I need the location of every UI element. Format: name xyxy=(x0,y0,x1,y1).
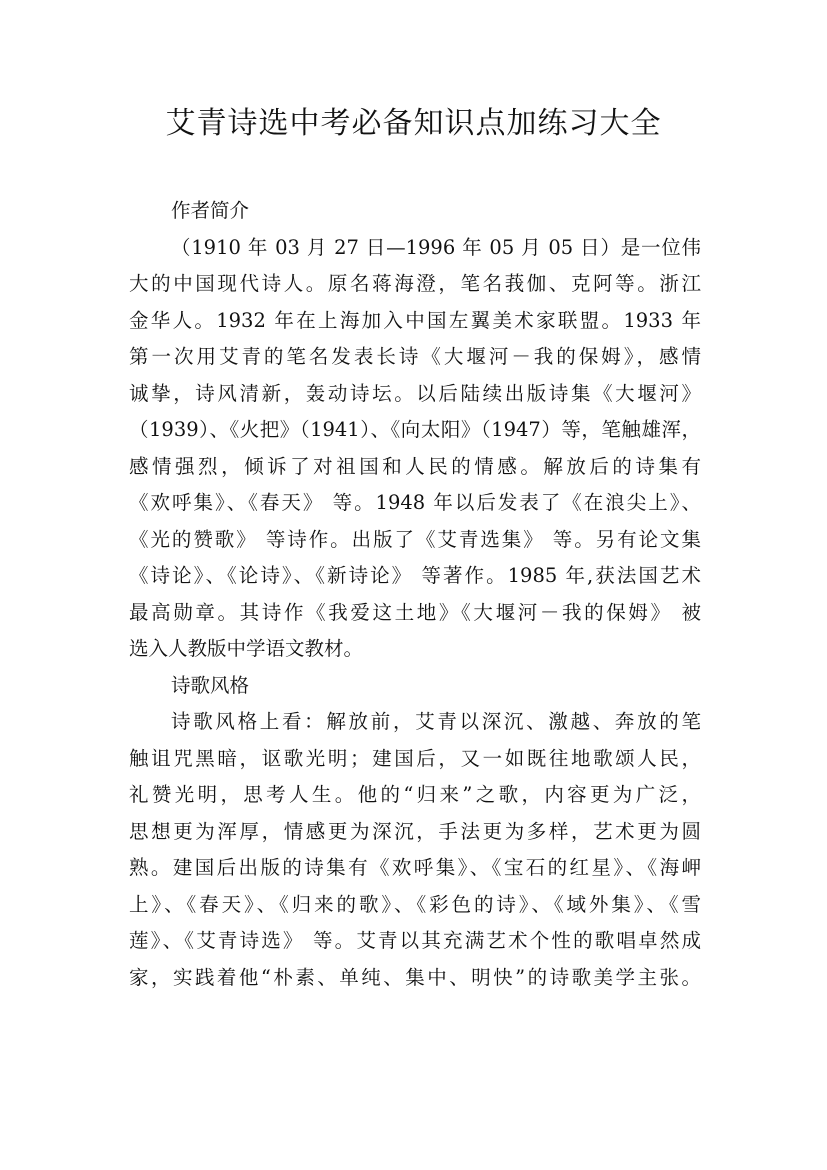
paragraph-line: 《光的赞歌》 等诗作。出版了《艾青选集》 等。另有论文集 xyxy=(129,527,701,551)
paragraph-line: 思想更为浑厚，情感更为深沉，手法更为多样，艺术更为圆 xyxy=(129,819,701,843)
paragraph-line: 诚挚，诗风清新，轰动诗坛。以后陆续出版诗集《大堰河》 xyxy=(129,381,701,405)
section-heading-poetry-style: 诗歌风格 xyxy=(171,673,250,697)
paragraph-line: 触诅咒黑暗，讴歌光明；建国后，又一如既往地歌颂人民， xyxy=(129,746,701,770)
paragraph-line: 熟。建国后出版的诗集有《欢呼集》、《宝石的红星》、《海岬 xyxy=(129,856,701,879)
paragraph-line: 大的中国现代诗人。原名蒋海澄，笔名莪伽、克阿等。浙江 xyxy=(129,272,701,295)
document-body xyxy=(129,193,701,996)
page-title: 艾青诗选中考必备知识点加练习大全 xyxy=(165,106,662,141)
section-heading-author-bio: 作者简介 xyxy=(171,199,250,222)
paragraph-line: 诗歌风格上看：解放前，艾青以深沉、激越、奔放的笔 xyxy=(171,710,701,733)
paragraph-line: 上》、《春天》、《归来的歌》、《彩色的诗》、《域外集》、《雪 xyxy=(129,892,701,916)
paragraph-line: 金华人。1932 年在上海加入中国左翼美术家联盟。1933 年 xyxy=(129,308,701,332)
paragraph-line: 《欢呼集》、《春天》 等。1948 年以后发表了《在浪尖上》、 xyxy=(129,491,701,514)
paragraph-line: 选入人教版中学语文教材。 xyxy=(129,637,364,660)
paragraph-line: 最高勋章。其诗作《我爱这土地》《大堰河－我的保姆》 被 xyxy=(129,600,701,624)
paragraph-line: （1939）、《火把》（1941）、《向太阳》（1947）等，笔触雄浑， xyxy=(129,418,701,441)
paragraph-line: 家，实践着他“朴素、单纯、集中、明快”的诗歌美学主张。 xyxy=(129,965,701,989)
paragraph-line: 《诗论》、《论诗》、《新诗论》 等著作。1985 年,获法国艺术 xyxy=(129,564,701,587)
paragraph-line: 感情强烈，倾诉了对祖国和人民的情感。解放后的诗集有 xyxy=(129,454,701,478)
paragraph-line: （1910 年 03 月 27 日—1996 年 05 月 05 日）是一位伟 xyxy=(171,235,701,259)
paragraph-line: 第一次用艾青的笔名发表长诗《大堰河－我的保姆》，感情 xyxy=(129,345,701,368)
paragraph-line: 礼赞光明，思考人生。他的“归来”之歌，内容更为广泛， xyxy=(129,783,701,806)
paragraph-line: 莲》、《艾青诗选》 等。艾青以其充满艺术个性的歌唱卓然成 xyxy=(129,929,701,952)
